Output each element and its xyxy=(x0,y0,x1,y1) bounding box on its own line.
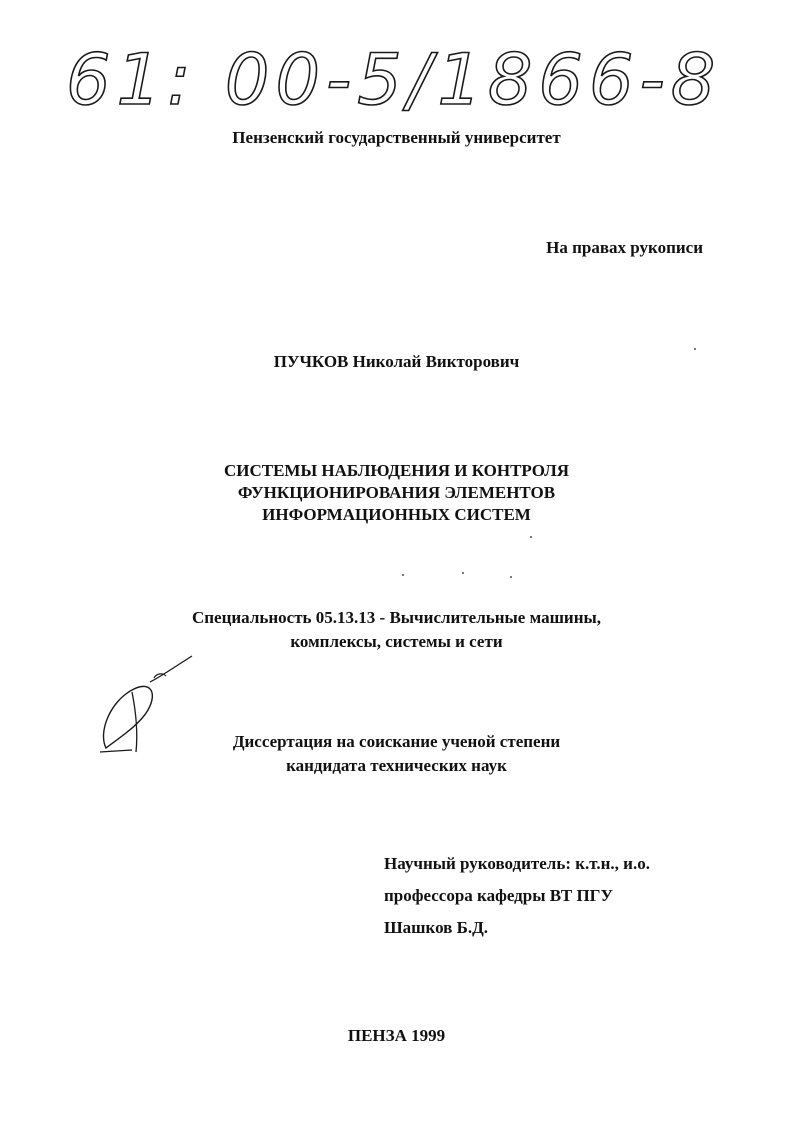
rights-notice: На правах рукописи xyxy=(546,238,703,257)
supervisor-line: профессора кафедры ВТ ПГУ xyxy=(384,886,613,905)
supervisor-block xyxy=(384,848,650,944)
specialty-line: Специальность 05.13.13 - Вычислительные машины, xyxy=(191,608,602,627)
title-line: ФУНКЦИОНИРОВАНИЯ ЭЛЕМЕНТОВ xyxy=(237,483,556,502)
handwritten-archive-number xyxy=(66,38,722,138)
degree-line: кандидата технических наук xyxy=(286,756,507,775)
scan-speck xyxy=(694,348,696,350)
scan-speck xyxy=(530,536,532,538)
archive-number-text: 61: 00-5/1866-8 xyxy=(66,39,722,121)
supervisor-line: Шашков Б.Д. xyxy=(384,918,489,937)
supervisor-line: Научный руководитель: к.т.н., и.о. xyxy=(384,854,650,873)
scan-speck xyxy=(462,572,464,574)
specialty-block xyxy=(0,606,793,654)
title-line: ИНФОРМАЦИОННЫХ СИСТЕМ xyxy=(262,505,531,524)
author-name: ПУЧКОВ Николай Викторович xyxy=(273,352,520,371)
specialty-line: комплексы, системы и сети xyxy=(290,632,503,651)
city-year: ПЕНЗА 1999 xyxy=(347,1026,446,1045)
dissertation-title xyxy=(0,460,793,526)
university-name: Пензенский государственный университет xyxy=(232,128,561,147)
scan-speck xyxy=(402,574,404,576)
degree-statement xyxy=(0,730,793,778)
scan-speck xyxy=(510,576,512,578)
degree-line: Диссертация на соискание ученой степени xyxy=(232,732,561,751)
title-line: СИСТЕМЫ НАБЛЮДЕНИЯ И КОНТРОЛЯ xyxy=(223,461,570,480)
